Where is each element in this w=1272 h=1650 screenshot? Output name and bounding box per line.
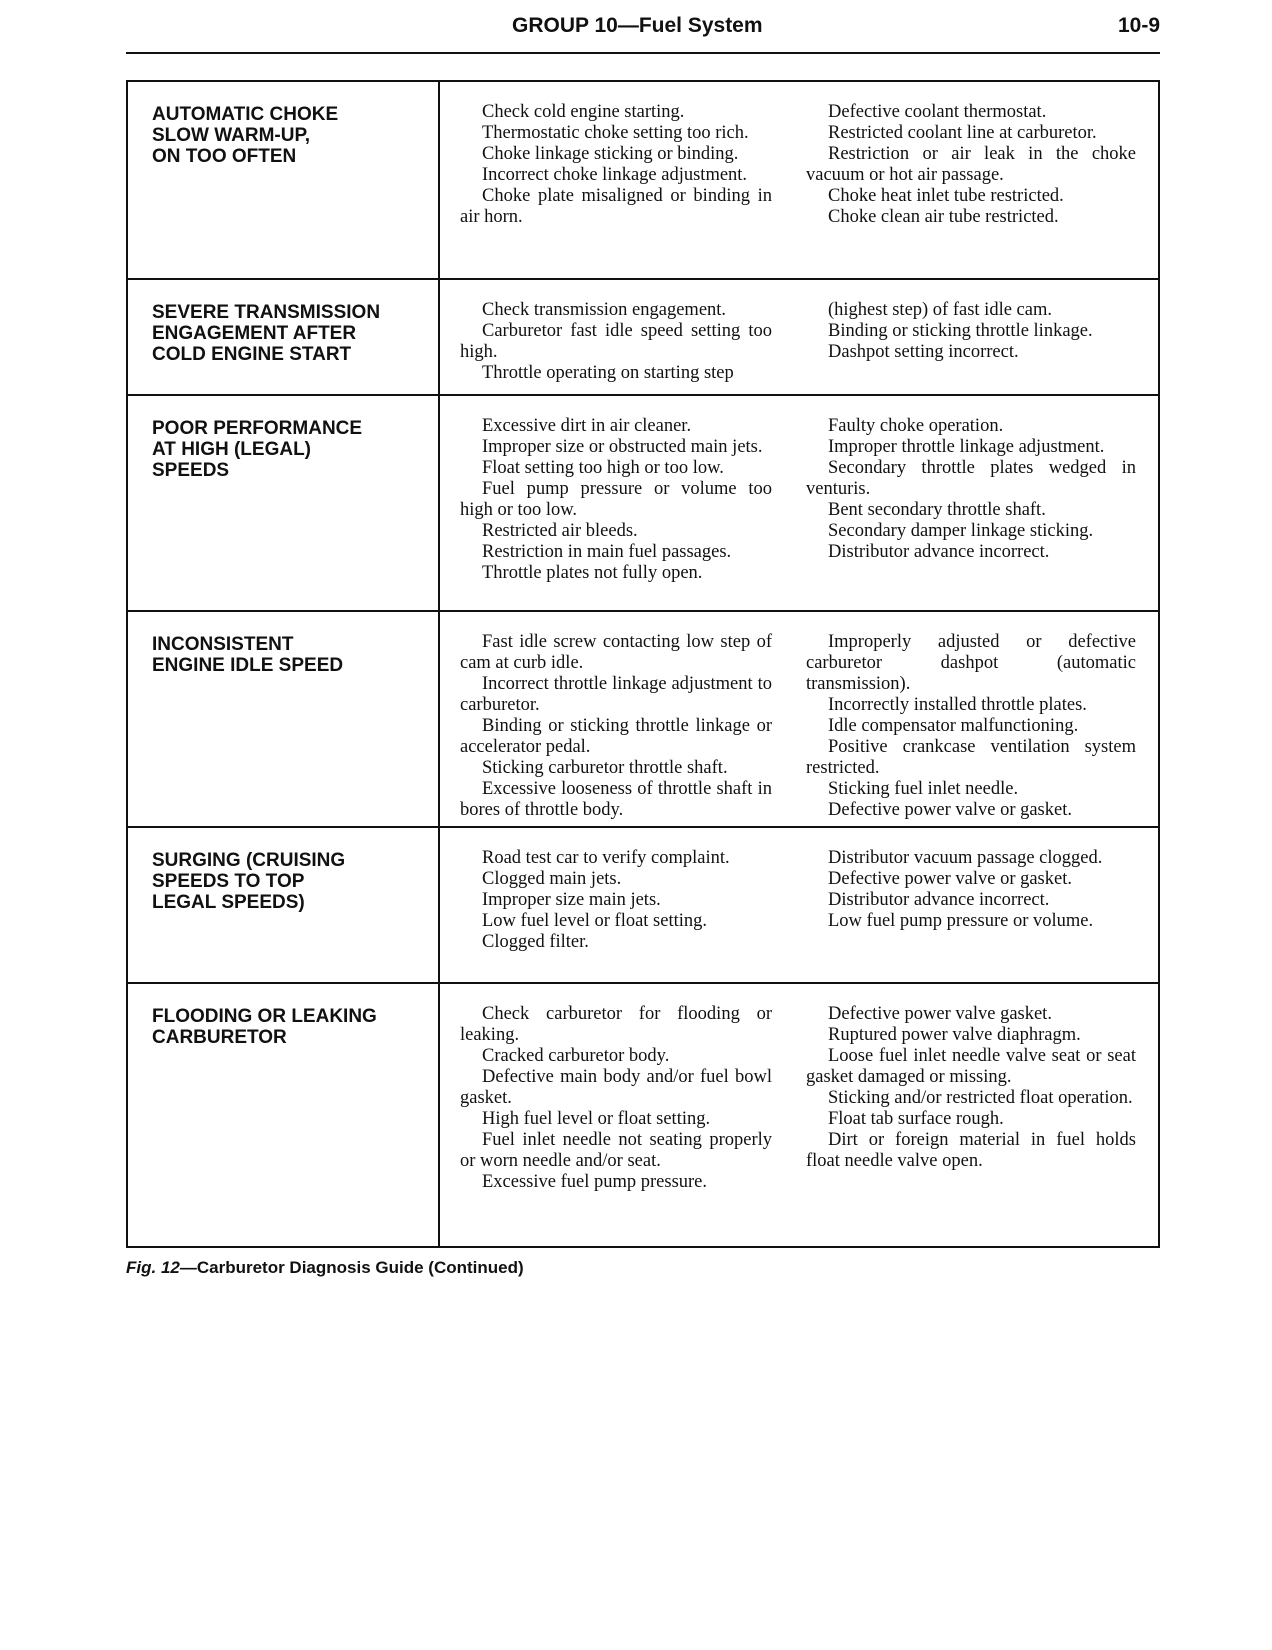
cause-item: Defective power valve or gasket. xyxy=(828,869,1072,889)
cause-item: Improper throttle linkage adjustment. xyxy=(828,437,1105,457)
table-row xyxy=(128,982,1158,1246)
condition-label: SEVERE TRANSMISSION ENGAGEMENT AFTER COLD ENGINE START xyxy=(128,280,440,394)
cause-item: Float tab surface rough. xyxy=(828,1109,1004,1129)
figure-label: Fig. 12 xyxy=(126,1258,180,1277)
cause-item: Restricted air bleeds. xyxy=(482,521,638,541)
cause-item: Float setting too high or too low. xyxy=(482,458,724,478)
cause-item: Improper size or obstructed main jets. xyxy=(482,437,763,457)
cause-item: Fast idle screw contacting low step of cam at curb idle. xyxy=(460,632,772,673)
cause-item: Restriction or air leak in the choke vacuum or hot air passage. xyxy=(806,144,1136,185)
cause-item: Faulty choke operation. xyxy=(828,416,1004,436)
causes-cell xyxy=(440,82,1158,278)
cause-item: Choke linkage sticking or binding. xyxy=(482,144,739,164)
causes-right-column xyxy=(798,416,1136,610)
cause-item: Check transmission engagement. xyxy=(482,300,727,320)
cause-item: Secondary damper linkage sticking. xyxy=(828,521,1094,541)
cause-item: Thermostatic choke setting too rich. xyxy=(482,123,749,143)
cause-item: Excessive dirt in air cleaner. xyxy=(482,416,692,436)
cause-item: Restricted coolant line at carburetor. xyxy=(828,123,1097,143)
condition-label: POOR PERFORMANCE AT HIGH (LEGAL) SPEEDS xyxy=(128,396,440,610)
causes-cell xyxy=(440,984,1158,1246)
causes-right-column xyxy=(798,848,1136,982)
cause-item: Fuel pump pressure or volume too high or too low. xyxy=(460,479,772,520)
cause-item: Cracked carburetor body. xyxy=(482,1046,670,1066)
cause-item: Throttle operating on starting step xyxy=(482,363,734,383)
page-title: GROUP 10—Fuel System xyxy=(512,14,763,37)
cause-item: Binding or sticking throttle linkage or accelerator pedal. xyxy=(460,716,772,757)
cause-item: Dirt or foreign material in fuel holds float needle valve open. xyxy=(806,1130,1136,1171)
cause-item: Improperly adjusted or defective carburetor dashpot (automatic transmission). xyxy=(806,632,1136,694)
cause-item: Sticking fuel inlet needle. xyxy=(828,779,1019,799)
causes-left-column xyxy=(460,632,798,826)
cause-item: Choke clean air tube restricted. xyxy=(828,207,1059,227)
causes-left-column xyxy=(460,102,798,278)
causes-right-column xyxy=(798,300,1136,394)
cause-item: Fuel inlet needle not seating properly or worn needle and/or seat. xyxy=(460,1130,772,1171)
condition-label: SURGING (CRUISING SPEEDS TO TOP LEGAL SPEEDS) xyxy=(128,828,440,982)
cause-item: Sticking and/or restricted float operation. xyxy=(828,1088,1133,1108)
table-row xyxy=(128,826,1158,982)
cause-item: Check carburetor for flooding or leaking. xyxy=(460,1004,772,1045)
cause-item: (highest step) of fast idle cam. xyxy=(828,300,1052,320)
cause-item: Ruptured power valve diaphragm. xyxy=(828,1025,1081,1045)
cause-item: Distributor advance incorrect. xyxy=(828,542,1050,562)
causes-right-column xyxy=(798,102,1136,278)
page-header xyxy=(126,14,1160,48)
cause-item: Binding or sticking throttle linkage. xyxy=(828,321,1093,341)
cause-item: Road test car to verify complaint. xyxy=(482,848,730,868)
causes-right-column xyxy=(798,1004,1136,1246)
cause-item: Distributor advance incorrect. xyxy=(828,890,1050,910)
causes-right-column xyxy=(798,632,1136,826)
cause-item: Excessive looseness of throttle shaft in bores of throttle body. xyxy=(460,779,772,820)
diagnosis-table xyxy=(126,80,1160,1248)
table-row xyxy=(128,278,1158,394)
figure-caption-text: —Carburetor Diagnosis Guide (Continued) xyxy=(179,1258,524,1277)
causes-left-column xyxy=(460,300,798,394)
causes-left-column xyxy=(460,416,798,610)
table-row xyxy=(128,394,1158,610)
causes-left-column xyxy=(460,1004,798,1246)
cause-item: Dashpot setting incorrect. xyxy=(828,342,1019,362)
cause-item: Incorrectly installed throttle plates. xyxy=(828,695,1087,715)
cause-item: Choke plate misaligned or binding in air horn. xyxy=(460,186,772,227)
cause-item: Idle compensator malfunctioning. xyxy=(828,716,1079,736)
header-rule xyxy=(126,52,1160,54)
cause-item: Low fuel pump pressure or volume. xyxy=(828,911,1094,931)
cause-item: Bent secondary throttle shaft. xyxy=(828,500,1046,520)
condition-label: AUTOMATIC CHOKE SLOW WARM-UP, ON TOO OFTEN xyxy=(128,82,440,278)
causes-cell xyxy=(440,280,1158,394)
causes-cell xyxy=(440,612,1158,826)
cause-item: Low fuel level or float setting. xyxy=(482,911,708,931)
cause-item: Defective power valve or gasket. xyxy=(828,800,1072,820)
cause-item: Restriction in main fuel passages. xyxy=(482,542,732,562)
cause-item: Loose fuel inlet needle valve seat or seat gasket damaged or missing. xyxy=(806,1046,1136,1087)
cause-item: Choke heat inlet tube restricted. xyxy=(828,186,1064,206)
causes-cell xyxy=(440,828,1158,982)
condition-label: INCONSISTENT ENGINE IDLE SPEED xyxy=(128,612,440,826)
cause-item: Throttle plates not fully open. xyxy=(482,563,703,583)
cause-item: Distributor vacuum passage clogged. xyxy=(828,848,1103,868)
cause-item: High fuel level or float setting. xyxy=(482,1109,711,1129)
cause-item: Positive crankcase ventilation system restricted. xyxy=(806,737,1136,778)
cause-item: Clogged main jets. xyxy=(482,869,622,889)
cause-item: Clogged filter. xyxy=(482,932,589,952)
cause-item: Defective coolant thermostat. xyxy=(828,102,1047,122)
cause-item: Carburetor fast idle speed setting too high. xyxy=(460,321,772,362)
cause-item: Excessive fuel pump pressure. xyxy=(482,1172,708,1192)
cause-item: Sticking carburetor throttle shaft. xyxy=(482,758,728,778)
causes-left-column xyxy=(460,848,798,982)
cause-item: Defective main body and/or fuel bowl gasket. xyxy=(460,1067,772,1108)
condition-label: FLOODING OR LEAKING CARBURETOR xyxy=(128,984,440,1246)
cause-item: Secondary throttle plates wedged in venturis. xyxy=(806,458,1136,499)
cause-item: Improper size main jets. xyxy=(482,890,661,910)
cause-item: Defective power valve gasket. xyxy=(828,1004,1052,1024)
table-row xyxy=(128,82,1158,278)
figure-caption xyxy=(126,1258,524,1278)
cause-item: Incorrect choke linkage adjustment. xyxy=(482,165,748,185)
cause-item: Incorrect throttle linkage adjustment to carburetor. xyxy=(460,674,772,715)
causes-cell xyxy=(440,396,1158,610)
table-row xyxy=(128,610,1158,826)
page-number: 10-9 xyxy=(1117,14,1160,37)
cause-item: Check cold engine starting. xyxy=(482,102,685,122)
